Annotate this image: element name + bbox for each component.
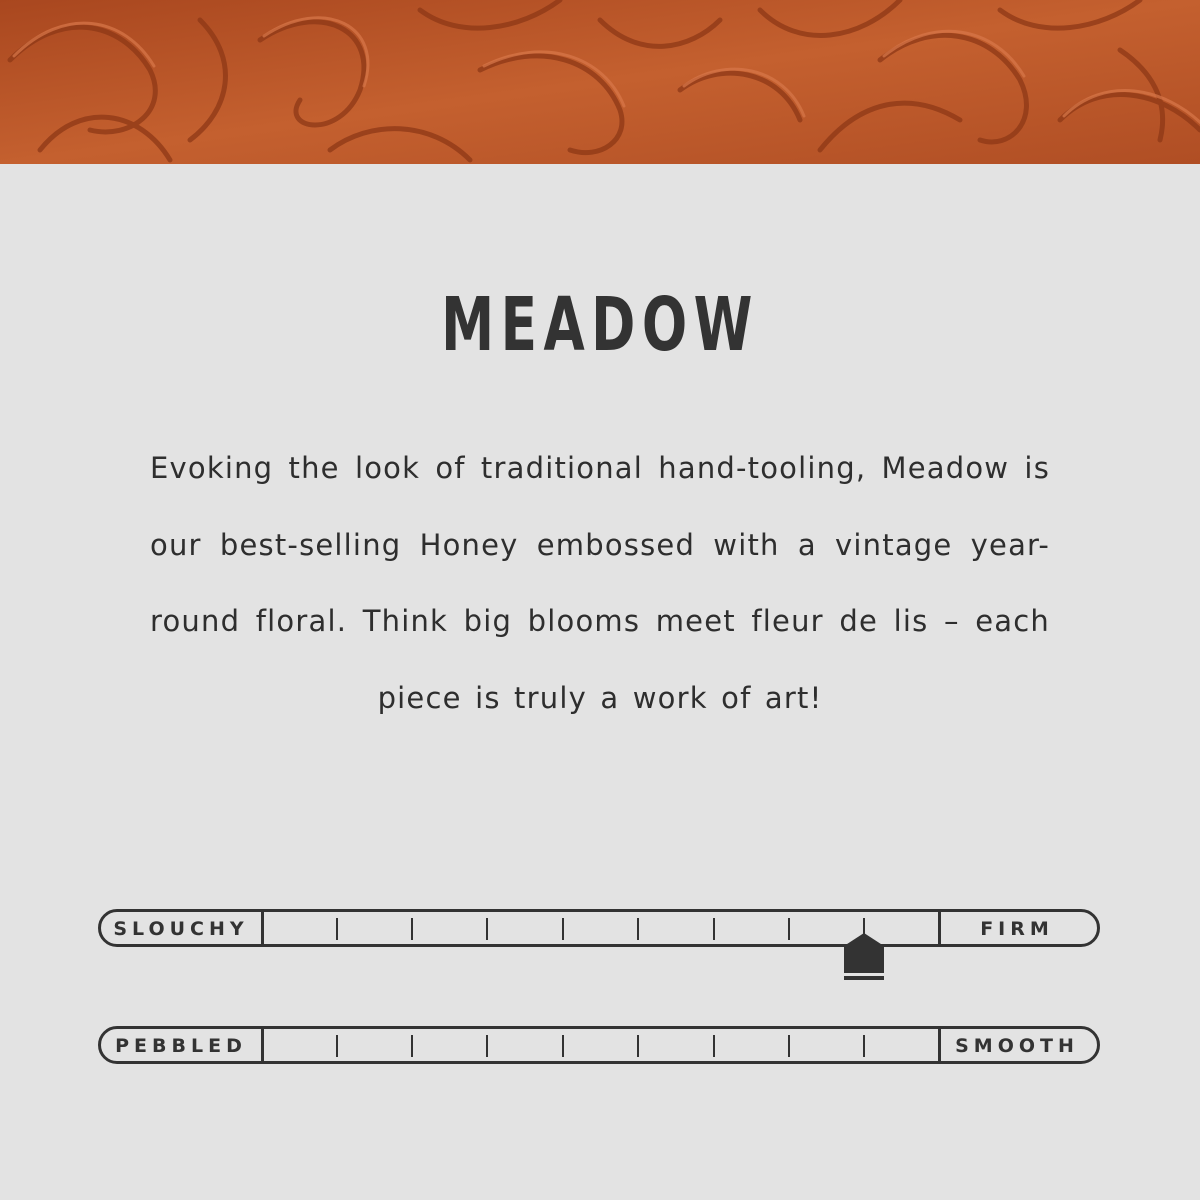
scale-tick bbox=[713, 1035, 715, 1057]
scale-tick bbox=[788, 918, 790, 940]
scale-right-label: SMOOTH bbox=[955, 1035, 1079, 1057]
product-title: MEADOW bbox=[441, 282, 759, 368]
scale-tick bbox=[336, 918, 338, 940]
texture-scale bbox=[98, 1026, 1100, 1064]
scale-tick bbox=[788, 1035, 790, 1057]
scale-tick bbox=[863, 1035, 865, 1057]
product-description: Evoking the look of traditional hand-tooling, Meadow is our best-selling Honey embossed with a vintage year-round floral. Think big blooms meet fleur de lis – each piece is truly a work of art! bbox=[150, 451, 1050, 715]
scale-tick bbox=[336, 1035, 338, 1057]
scale-divider bbox=[261, 1029, 264, 1061]
leather-texture-banner bbox=[0, 0, 1200, 164]
scale-tick bbox=[713, 918, 715, 940]
scale-tick bbox=[562, 918, 564, 940]
scale-tick bbox=[411, 1035, 413, 1057]
scale-tick bbox=[562, 1035, 564, 1057]
scale-tick bbox=[637, 1035, 639, 1057]
scale-right-label: FIRM bbox=[980, 918, 1054, 940]
scale-left-label: SLOUCHY bbox=[113, 918, 249, 940]
scale-tick bbox=[486, 918, 488, 940]
scale-divider bbox=[261, 912, 264, 944]
scale-tick bbox=[486, 1035, 488, 1057]
scale-tick bbox=[637, 918, 639, 940]
scale-tick bbox=[411, 918, 413, 940]
firmness-scale bbox=[98, 909, 1100, 947]
scale-left-label: PEBBLED bbox=[115, 1035, 247, 1057]
house-pointer-icon bbox=[844, 933, 884, 981]
